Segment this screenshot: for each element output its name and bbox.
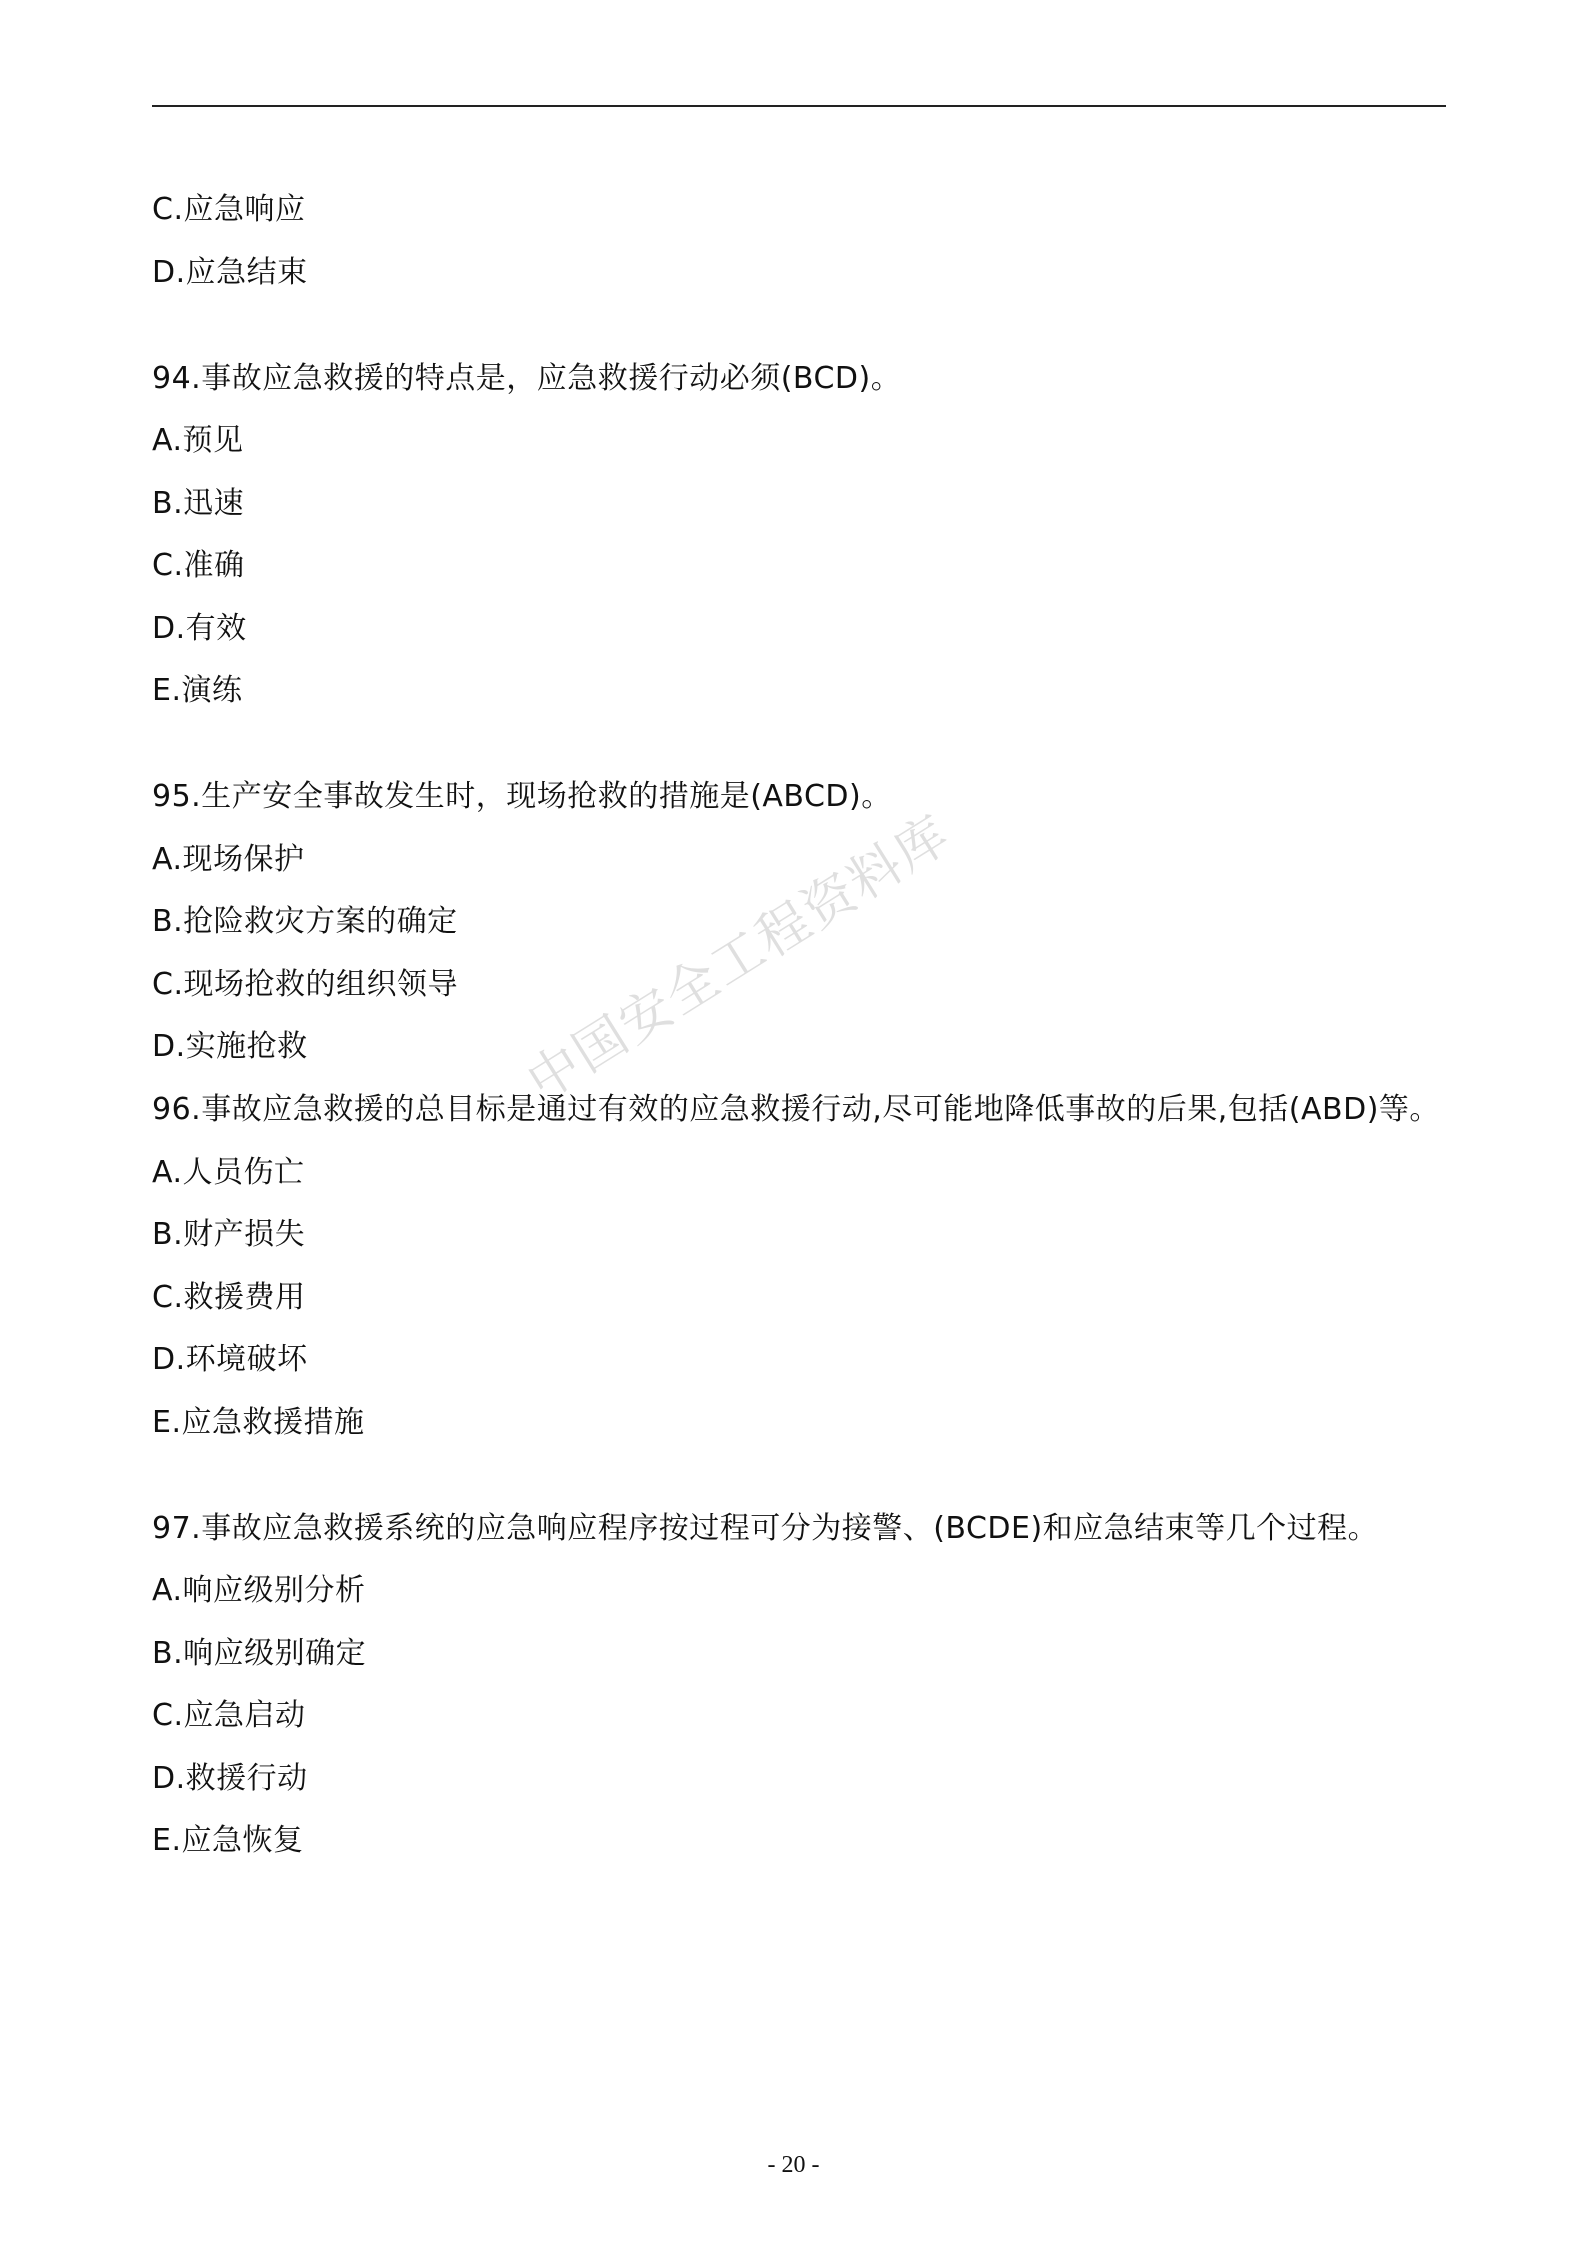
question-stem: 94.事故应急救援的特点是，应急救援行动必须(BCD)。: [152, 360, 902, 396]
question-stem: 96.事故应急救援的总目标是通过有效的应急救援行动,尽可能地降低事故的后果,包括(ABD)等。: [152, 1091, 1440, 1127]
header-rule: [152, 105, 1446, 107]
page-content: [152, 188, 1452, 1882]
option-line: C.准确: [152, 548, 245, 583]
option-line: B.迅速: [152, 485, 245, 521]
option-line: E.应急救援措施: [152, 1404, 365, 1440]
option-line: C.应急响应: [152, 192, 306, 227]
option-line: C.应急启动: [152, 1698, 306, 1733]
option-line: B.响应级别确定: [152, 1635, 367, 1671]
page-number: - 20 -: [767, 2152, 820, 2178]
option-line: A.预见: [152, 423, 244, 458]
option-line: B.抢险救灾方案的确定: [152, 904, 458, 939]
option-line: D.有效: [152, 610, 247, 646]
option-line: C.救援费用: [152, 1279, 306, 1315]
option-line: E.演练: [152, 673, 243, 708]
option-line: D.救援行动: [152, 1760, 308, 1796]
option-line: A.人员伤亡: [152, 1154, 305, 1190]
option-line: D.应急结束: [152, 254, 308, 290]
option-line: A.响应级别分析: [152, 1573, 366, 1608]
watermark: 中国安全工程资料库: [517, 804, 961, 1113]
option-line: B.财产损失: [152, 1217, 306, 1252]
option-line: D.环境破坏: [152, 1342, 308, 1377]
question-stem: 97.事故应急救援系统的应急响应程序按过程可分为接警、(BCDE)和应急结束等几个过程。: [152, 1510, 1379, 1546]
option-line: A.现场保护: [152, 841, 305, 877]
question-stem: 95.生产安全事故发生时，现场抢救的措施是(ABCD)。: [152, 779, 892, 814]
option-line: C.现场抢救的组织领导: [152, 966, 458, 1002]
option-line: D.实施抢救: [152, 1029, 308, 1064]
option-line: E.应急恢复: [152, 1823, 304, 1858]
